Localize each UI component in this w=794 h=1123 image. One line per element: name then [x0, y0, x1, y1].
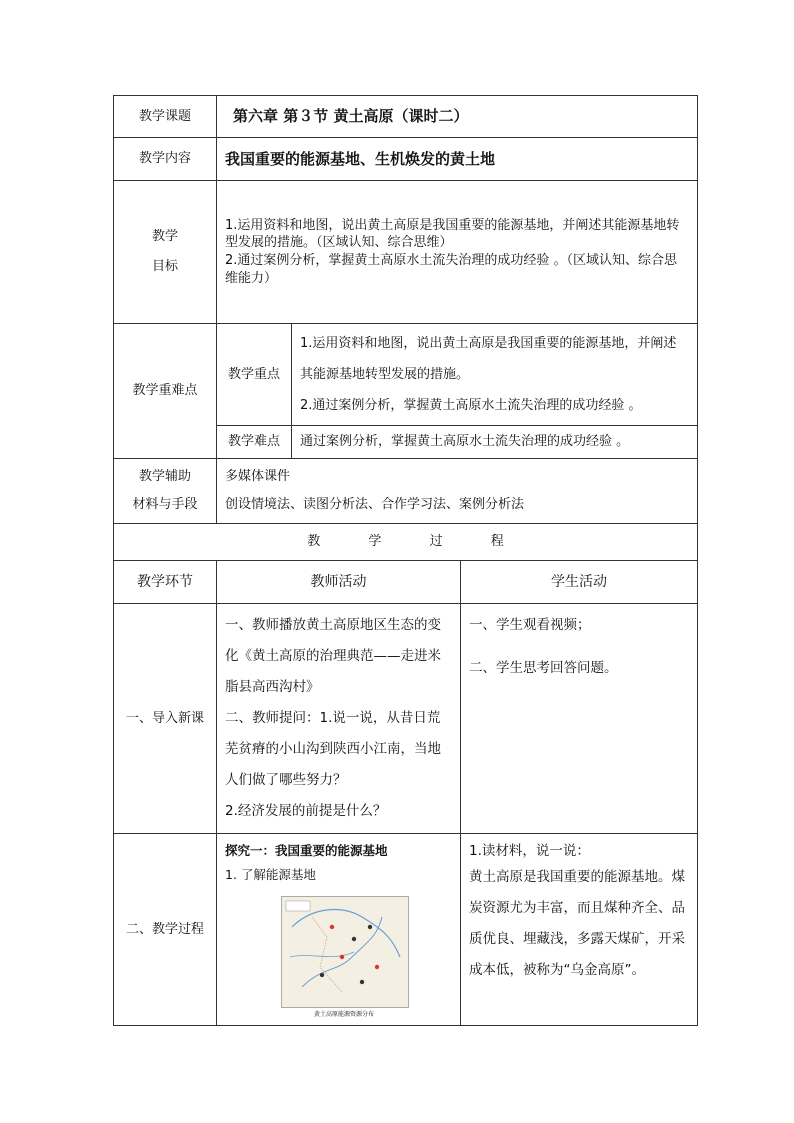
aids-line-2: 创设情境法、读图分析法、合作学习法、案例分析法	[225, 497, 525, 512]
map-marker	[320, 973, 324, 977]
stage2-student	[461, 834, 698, 1026]
process-title-char: 程	[490, 534, 504, 550]
map-marker	[330, 925, 334, 929]
stage1-teacher-item: 2.经济发展的前提是什么？	[225, 803, 387, 819]
process-title-char: 学	[368, 534, 382, 550]
aids-line-1: 多媒体课件	[225, 469, 291, 484]
map-caption: 黄土高原能源资源分布	[313, 1011, 374, 1018]
row-stage-1	[114, 604, 698, 834]
stage1-student	[461, 604, 698, 834]
stage2-label: 二、教学过程	[114, 834, 217, 1026]
goals-label-line-1: 教学	[151, 229, 178, 244]
map-marker	[368, 925, 372, 929]
lesson-plan-table	[113, 95, 698, 1026]
row-stage-2	[114, 834, 698, 1026]
col-teacher: 教师活动	[217, 561, 461, 604]
map-legend-box	[286, 901, 310, 911]
row-aids	[114, 459, 698, 524]
goal-item: 2.通过案例分析，掌握黄土高原水土流失治理的成功经验 。（区域认知、综合思维能力）	[225, 253, 678, 286]
aids-label-line-1: 教学辅助	[138, 469, 191, 484]
energy-map-image	[281, 896, 409, 1008]
focus-item: 2.通过案例分析，掌握黄土高原水土流失治理的成功经验 。	[300, 398, 642, 413]
stage1-student-item: 二、学生思考回答问题。	[469, 660, 618, 676]
map-marker	[352, 937, 356, 941]
stage2-teacher	[217, 834, 461, 1026]
difficulty-value: 通过案例分析，掌握黄土高原水土流失治理的成功经验 。	[292, 426, 698, 459]
map-river	[292, 910, 400, 957]
difficulty-label: 教学难点	[217, 426, 292, 459]
stage1-teacher-item: 二、教师提问：1.说一说，从昔日荒芜贫瘠的小山沟到陕西小江南，当地人们做了哪些努力？	[225, 710, 441, 788]
stage2-heading: 探究一：我国重要的能源基地	[225, 843, 388, 858]
row-topic	[114, 96, 698, 138]
energy-map-svg	[282, 897, 408, 1007]
stage1-label: 一、导入新课	[114, 604, 217, 834]
map-river	[290, 952, 354, 957]
row-process-title	[114, 524, 698, 561]
col-stage: 教学环节	[114, 561, 217, 604]
stage2-item: 1. 了解能源基地	[225, 867, 316, 882]
goals-label	[114, 181, 217, 324]
focus-label: 教学重点	[217, 324, 292, 426]
topic-value: 第六章 第３节 黄土高原（课时二）	[217, 96, 698, 138]
focus-text	[292, 324, 698, 426]
focus-item: 1.运用资料和地图，说出黄土高原是我国重要的能源基地，并阐述其能源基地转型发展的措施。	[300, 336, 677, 382]
stage1-student-item: 一、学生观看视频；	[469, 617, 591, 633]
stage1-teacher	[217, 604, 461, 834]
keypoints-label: 教学重难点	[114, 324, 217, 459]
goals-text	[217, 181, 698, 324]
process-title	[114, 524, 698, 561]
stage2-student-item: 1.读材料，说一说：	[469, 843, 590, 859]
map-marker	[340, 955, 344, 959]
content-value: 我国重要的能源基地、生机焕发的黄土地	[217, 138, 698, 181]
row-focus	[114, 324, 698, 426]
process-title-char: 教	[307, 534, 321, 550]
goal-item: 1.运用资料和地图，说出黄土高原是我国重要的能源基地，并阐述其能源基地转型发展的措施。（区域认知、综合思维）	[225, 217, 680, 251]
row-process-header	[114, 561, 698, 604]
row-content	[114, 138, 698, 181]
aids-label-line-2: 材料与手段	[132, 497, 198, 512]
map-marker	[360, 980, 364, 984]
row-goals	[114, 181, 698, 324]
aids-text	[217, 459, 698, 524]
map-marker	[375, 965, 379, 969]
goals-label-line-2: 目标	[151, 259, 178, 274]
process-title-char: 过	[429, 534, 443, 550]
stage1-teacher-item: 一、教师播放黄土高原地区生态的变化《黄土高原的治理典范——走进米脂县高西沟村》	[225, 617, 441, 695]
content-label: 教学内容	[114, 138, 217, 181]
aids-label	[114, 459, 217, 524]
map-border	[312, 917, 342, 992]
stage2-student-item: 黄土高原是我国重要的能源基地。煤炭资源尤为丰富，而且煤种齐全、品质优良、埋藏浅，多露天煤矿，开采成本低，被称为“乌金高原”。	[469, 869, 685, 978]
col-student: 学生活动	[461, 561, 698, 604]
topic-label: 教学课题	[114, 96, 217, 138]
